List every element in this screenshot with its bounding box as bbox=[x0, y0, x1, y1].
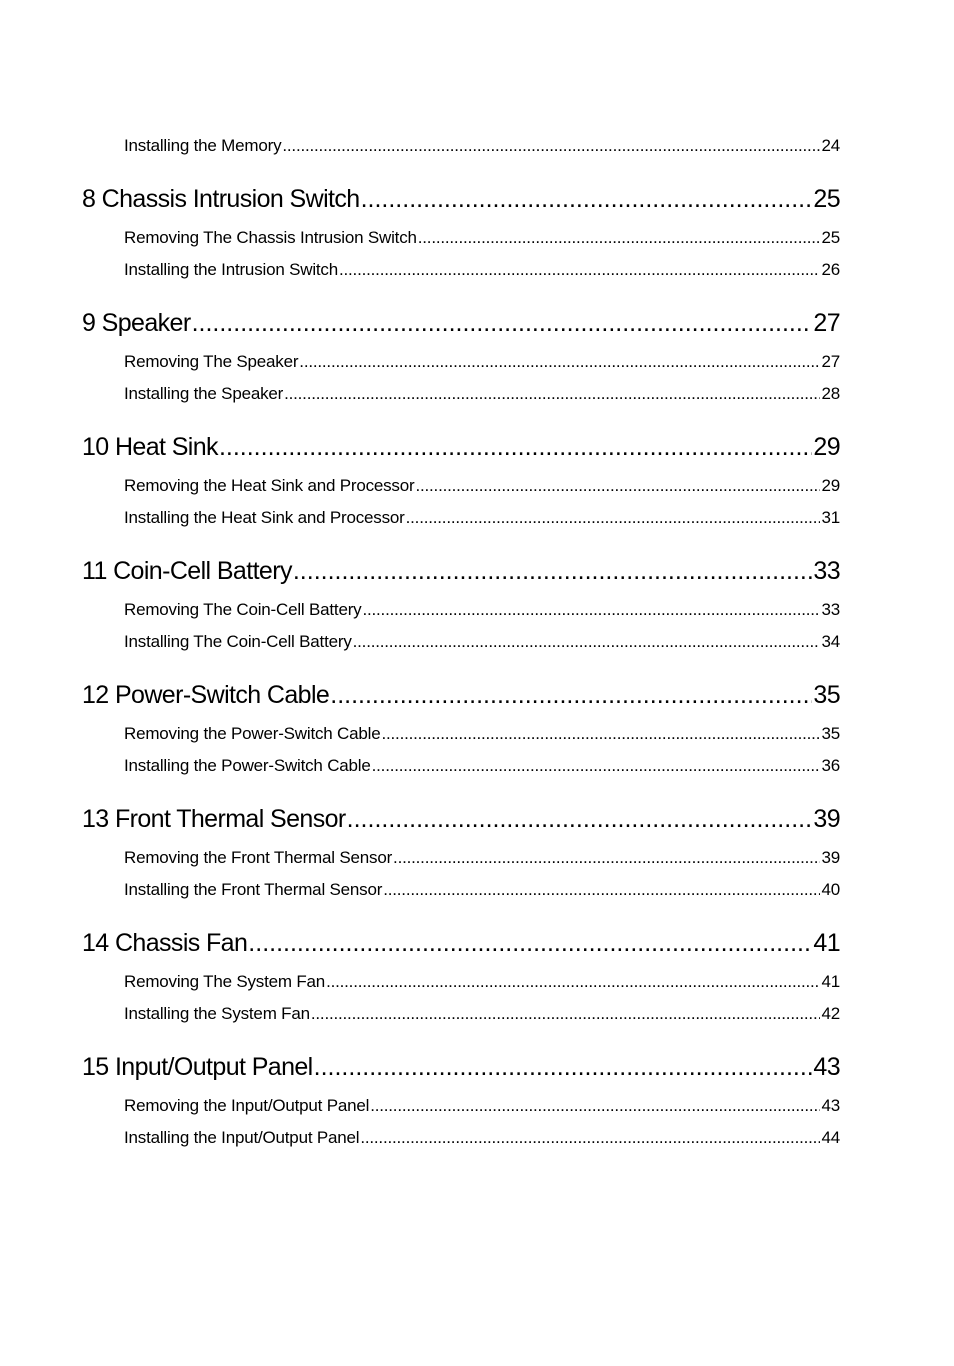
toc-entry[interactable] bbox=[82, 1122, 840, 1154]
toc-entry-title: Installing the System Fan bbox=[124, 1004, 310, 1023]
toc-entry-page: 43 bbox=[821, 1096, 840, 1115]
toc-chapter-coin-cell-battery[interactable] bbox=[82, 548, 840, 594]
toc-chapter-page: 43 bbox=[813, 1053, 840, 1081]
dot-leader bbox=[248, 920, 812, 966]
toc-entry-page: 36 bbox=[821, 756, 840, 775]
toc-entry-title: Installing The Coin-Cell Battery bbox=[124, 632, 352, 651]
toc-entry[interactable] bbox=[82, 626, 840, 658]
toc-entry[interactable] bbox=[82, 718, 840, 750]
toc-entry[interactable] bbox=[82, 842, 840, 874]
toc-entry-installing-memory[interactable] bbox=[82, 130, 840, 162]
toc-chapter-page: 27 bbox=[813, 309, 840, 337]
toc-entry[interactable] bbox=[82, 966, 840, 998]
toc-entry-title: Installing the Heat Sink and Processor bbox=[124, 508, 405, 527]
toc-entry[interactable] bbox=[82, 874, 840, 906]
dot-leader bbox=[219, 424, 812, 470]
toc-entry[interactable] bbox=[82, 222, 840, 254]
toc-entry[interactable] bbox=[82, 470, 840, 502]
dot-leader bbox=[314, 1044, 813, 1090]
toc-entry-title: Installing the Speaker bbox=[124, 384, 284, 403]
dot-leader bbox=[406, 502, 821, 534]
toc-chapter-input-output-panel[interactable] bbox=[82, 1044, 840, 1090]
toc-entry-title: Removing the Front Thermal Sensor bbox=[124, 848, 393, 867]
toc-chapter-title: 10 Heat Sink bbox=[82, 433, 218, 461]
toc-entry-title: Removing The System Fan bbox=[124, 972, 326, 991]
toc-entry[interactable] bbox=[82, 750, 840, 782]
toc-entry-page: 31 bbox=[821, 508, 840, 527]
table-of-contents bbox=[82, 130, 840, 1154]
toc-entry-page: 25 bbox=[821, 228, 840, 247]
toc-entry[interactable] bbox=[82, 502, 840, 534]
toc-entry-title: Installing the Input/Output Panel bbox=[124, 1128, 360, 1147]
toc-entry[interactable] bbox=[82, 998, 840, 1030]
toc-entry-title: Installing the Front Thermal Sensor bbox=[124, 880, 383, 899]
dot-leader bbox=[192, 300, 813, 346]
toc-entry-page: 27 bbox=[821, 352, 840, 371]
dot-leader bbox=[381, 718, 820, 750]
toc-entry-page: 44 bbox=[821, 1128, 840, 1147]
toc-entry-page: 26 bbox=[821, 260, 840, 279]
toc-chapter-title: 12 Power-Switch Cable bbox=[82, 681, 330, 709]
toc-chapter-title: 13 Front Thermal Sensor bbox=[82, 805, 346, 833]
toc-chapter-page: 25 bbox=[813, 185, 840, 213]
toc-chapter-page: 35 bbox=[813, 681, 840, 709]
dot-leader bbox=[418, 222, 821, 254]
toc-entry-page: 33 bbox=[821, 600, 840, 619]
dot-leader bbox=[372, 750, 821, 782]
dot-leader bbox=[393, 842, 820, 874]
toc-chapter-title: 8 Chassis Intrusion Switch bbox=[82, 185, 360, 213]
toc-entry[interactable] bbox=[82, 254, 840, 286]
dot-leader bbox=[370, 1090, 820, 1122]
toc-chapter-power-switch-cable[interactable] bbox=[82, 672, 840, 718]
toc-entry-page: 39 bbox=[821, 848, 840, 867]
toc-chapter-chassis-intrusion-switch[interactable] bbox=[82, 176, 840, 222]
dot-leader bbox=[339, 254, 821, 286]
toc-entry[interactable] bbox=[82, 594, 840, 626]
toc-chapter-front-thermal-sensor[interactable] bbox=[82, 796, 840, 842]
toc-entry-page: 42 bbox=[821, 1004, 840, 1023]
toc-chapter-page: 29 bbox=[813, 433, 840, 461]
toc-entry-page: 29 bbox=[821, 476, 840, 495]
toc-entry-title: Installing the Intrusion Switch bbox=[124, 260, 338, 279]
toc-entry-title: Removing the Input/Output Panel bbox=[124, 1096, 370, 1115]
toc-entry-page: 35 bbox=[821, 724, 840, 743]
toc-chapter-title: 14 Chassis Fan bbox=[82, 929, 248, 957]
toc-chapter-speaker[interactable] bbox=[82, 300, 840, 346]
toc-chapter-page: 41 bbox=[813, 929, 840, 957]
dot-leader bbox=[361, 176, 813, 222]
toc-entry-title: Removing The Chassis Intrusion Switch bbox=[124, 228, 417, 247]
toc-entry-page: 41 bbox=[821, 972, 840, 991]
dot-leader bbox=[299, 346, 820, 378]
dot-leader bbox=[293, 548, 813, 594]
toc-chapter-title: 9 Speaker bbox=[82, 309, 191, 337]
toc-entry-title: Removing the Heat Sink and Processor bbox=[124, 476, 415, 495]
dot-leader bbox=[347, 796, 813, 842]
dot-leader bbox=[383, 874, 820, 906]
toc-entry-title: Removing the Power-Switch Cable bbox=[124, 724, 381, 743]
toc-entry-page: 28 bbox=[821, 384, 840, 403]
toc-entry[interactable] bbox=[82, 1090, 840, 1122]
dot-leader bbox=[415, 470, 820, 502]
dot-leader bbox=[360, 1122, 820, 1154]
toc-entry[interactable] bbox=[82, 378, 840, 410]
toc-chapter-title: 15 Input/Output Panel bbox=[82, 1053, 313, 1081]
toc-entry-title: Removing The Speaker bbox=[124, 352, 299, 371]
toc-entry[interactable] bbox=[82, 346, 840, 378]
dot-leader bbox=[282, 130, 820, 162]
toc-chapter-heat-sink[interactable] bbox=[82, 424, 840, 470]
toc-chapter-title: 11 Coin-Cell Battery bbox=[82, 557, 292, 585]
toc-chapter-page: 39 bbox=[813, 805, 840, 833]
dot-leader bbox=[284, 378, 820, 410]
toc-chapter-page: 33 bbox=[813, 557, 840, 585]
toc-chapter-chassis-fan[interactable] bbox=[82, 920, 840, 966]
toc-entry-page: 40 bbox=[821, 880, 840, 899]
toc-entry-title: Installing the Power-Switch Cable bbox=[124, 756, 371, 775]
dot-leader bbox=[362, 594, 820, 626]
dot-leader bbox=[353, 626, 821, 658]
toc-entry-page: 34 bbox=[821, 632, 840, 651]
dot-leader bbox=[326, 966, 820, 998]
dot-leader bbox=[311, 998, 821, 1030]
toc-entry-page: 24 bbox=[821, 136, 840, 155]
toc-entry-title: Removing The Coin-Cell Battery bbox=[124, 600, 362, 619]
toc-entry-title: Installing the Memory bbox=[124, 136, 282, 155]
dot-leader bbox=[330, 672, 812, 718]
